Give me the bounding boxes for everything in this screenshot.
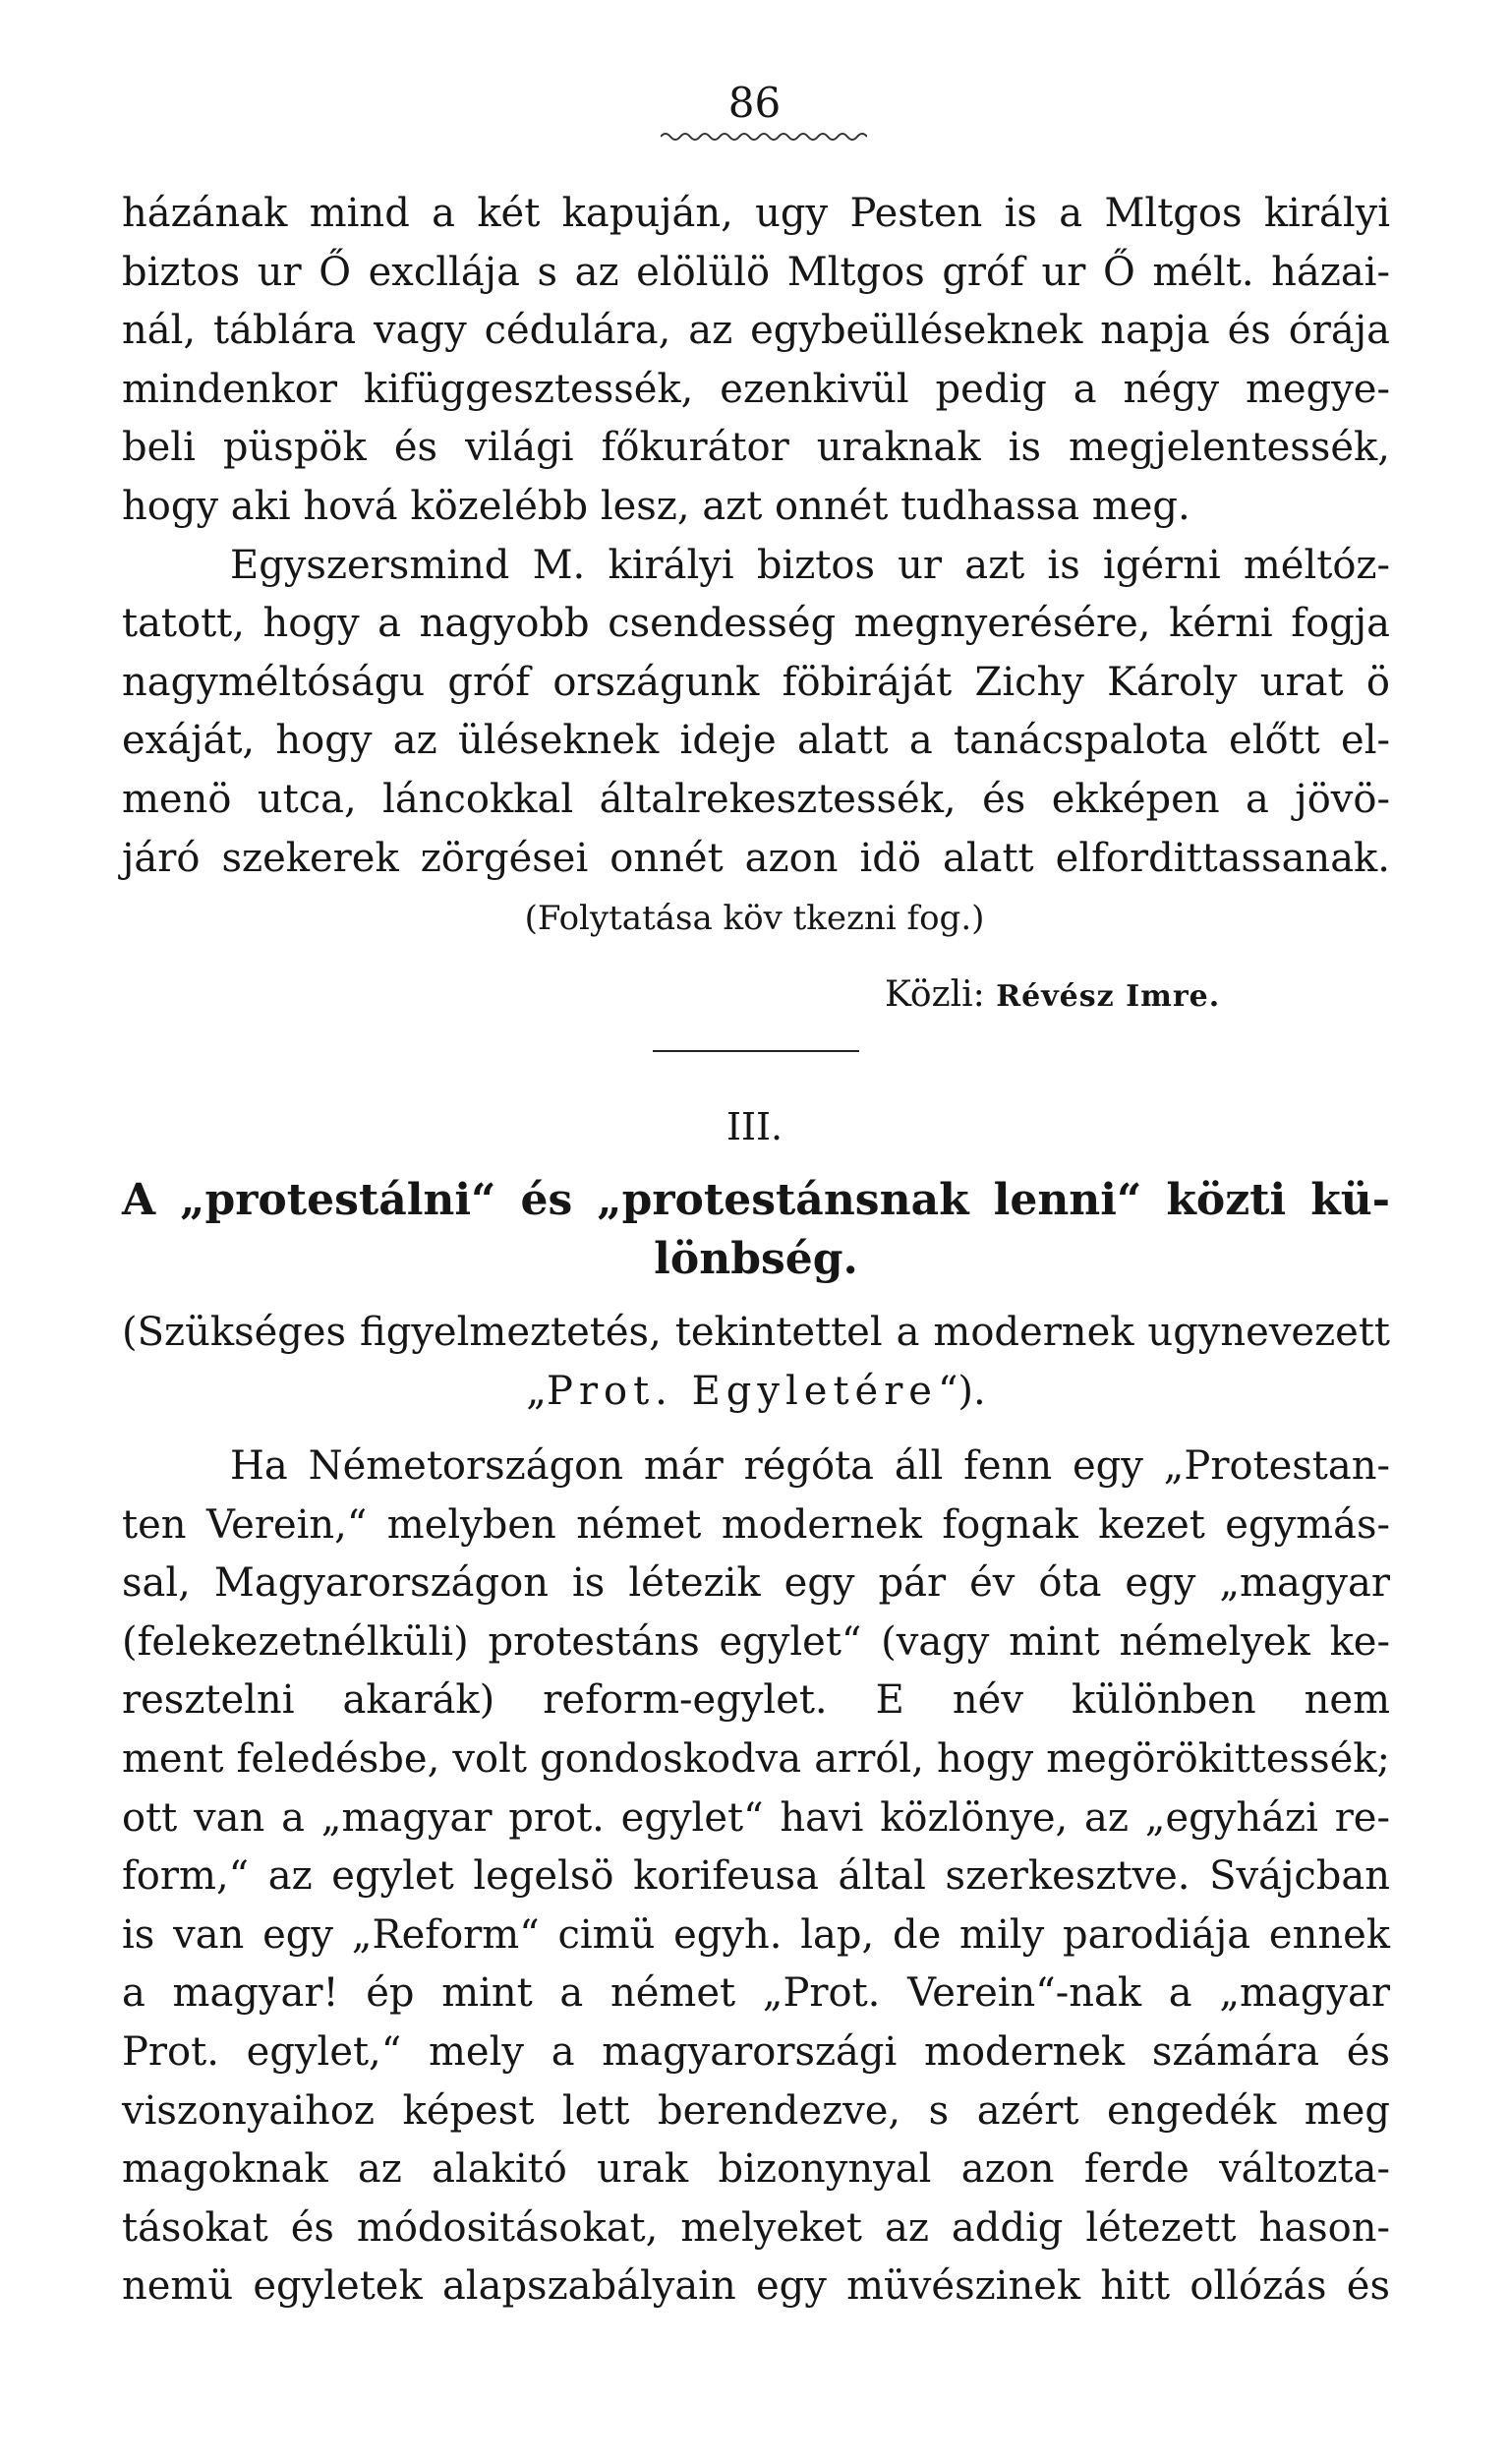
section-subtitle (122, 1304, 1390, 1421)
section-number: III. (725, 1105, 784, 1148)
title-line: A „protestálni“ és „protestánsnak lenni“ közti kü- (122, 1175, 1390, 1225)
text-line: sal, Magyarországon is létezik egy pár év óta egy „magyar (122, 1560, 1390, 1607)
credit-label: Közli: (885, 974, 985, 1015)
text-line: Ha Németországon már régóta áll fenn egy „Protestan- (230, 1443, 1390, 1489)
text-line: ten Verein,“ melyben német modernek fognak kezet egymás- (122, 1501, 1390, 1548)
text-line: form,“ az egylet legelsö korifeusa által szerkesztve. Svájcban (122, 1853, 1390, 1900)
text-line: viszonyaihoz képest lett berendezve, s azért engedék meg (122, 2087, 1390, 2134)
text-line: is van egy „Reform“ cimü egyh. lap, de mily parodiája ennek (122, 1911, 1390, 1958)
text-line: tatott, hogy a nagyobb csendesség megnyerésére, kérni fogja (122, 601, 1390, 647)
text-line: tásokat és módositásokat, melyeket az addig létezett hason- (122, 2204, 1390, 2251)
text-line: nemü egyletek alapszabályain egy müvészinek hitt ollózás és (122, 2263, 1390, 2310)
text-line: Egyszersmind M. királyi biztos ur azt is igérni méltóz- (230, 542, 1390, 588)
wavy-underline-ornament (661, 130, 867, 144)
subtitle-quote-open: „ (526, 1368, 547, 1414)
text-line: ott van a „magyar prot. egylet“ havi közlönye, az „egyházi re- (122, 1794, 1390, 1841)
text-line: házának mind a két kapuján, ugy Pesten is a Mltgos királyi (122, 191, 1390, 236)
subtitle-spaced-text: Prot. Egyletére (546, 1368, 938, 1414)
text-line: Prot. egylet,“ mely a magyarországi modernek számára és (122, 2028, 1390, 2075)
text-line: nál, táblára vagy cédulára, az egybeülléseknek napja és órája (122, 308, 1390, 354)
text-line: mindenkor kifüggesztessék, ezenkivül pedig a négy megye- (122, 366, 1390, 412)
page-number: 86 (727, 79, 782, 127)
section-2-paragraph (122, 1437, 1390, 2317)
text-line: nagyméltóságu gróf országunk föbiráját Zichy Károly urat ö (122, 659, 1390, 705)
section-1-paragraph (122, 185, 1390, 888)
text-line: ment feledésbe, volt gondoskodva arról, hogy megörökittessék; (122, 1735, 1390, 1782)
text-line: járó szekerek zörgései onnét azon idö alatt elfordittassanak. (122, 835, 1390, 881)
section-title (122, 1172, 1390, 1289)
text-line: exáját, hogy az üléseknek ideje alatt a tanácspalota előtt el- (122, 718, 1390, 764)
title-line: lönbség. (654, 1233, 858, 1284)
text-line: beli püspök és világi főkurátor uraknak is megjelentessék, (122, 425, 1390, 471)
text-line: resztelni akarák) reform-egylet. E név különben nem (122, 1677, 1390, 1724)
text-line: biztos ur Ő excllája s az elölülö Mltgos gróf ur Ő mélt. házai- (122, 249, 1390, 295)
credit-name: Révész Imre. (996, 979, 1221, 1014)
section-divider (653, 1050, 859, 1052)
text-line: menö utca, láncokkal általrekesztessék, és ekképen a jövö- (122, 776, 1390, 822)
subtitle-quote-close: “). (937, 1368, 986, 1414)
author-credit (885, 973, 1220, 1019)
text-line: a magyar! ép mint a német „Prot. Verein“-nak a „magyar (122, 1970, 1390, 2017)
text-line: hogy aki hová közelébb lesz, azt onnét tudhassa meg. (122, 483, 1190, 529)
subtitle-line: (Szükséges figyelmeztetés, tekintettel a modernek ugynevezett (122, 1310, 1390, 1355)
subtitle-line (122, 1363, 1390, 1422)
continued-note: (Folytatása köv tkezni fog.) (524, 899, 985, 938)
text-line: (felekezetnélküli) protestáns egylet“ (vagy mint némelyek ke- (122, 1618, 1390, 1665)
text-line: magoknak az alakitó urak bizonynyal azon ferde változta- (122, 2146, 1390, 2193)
